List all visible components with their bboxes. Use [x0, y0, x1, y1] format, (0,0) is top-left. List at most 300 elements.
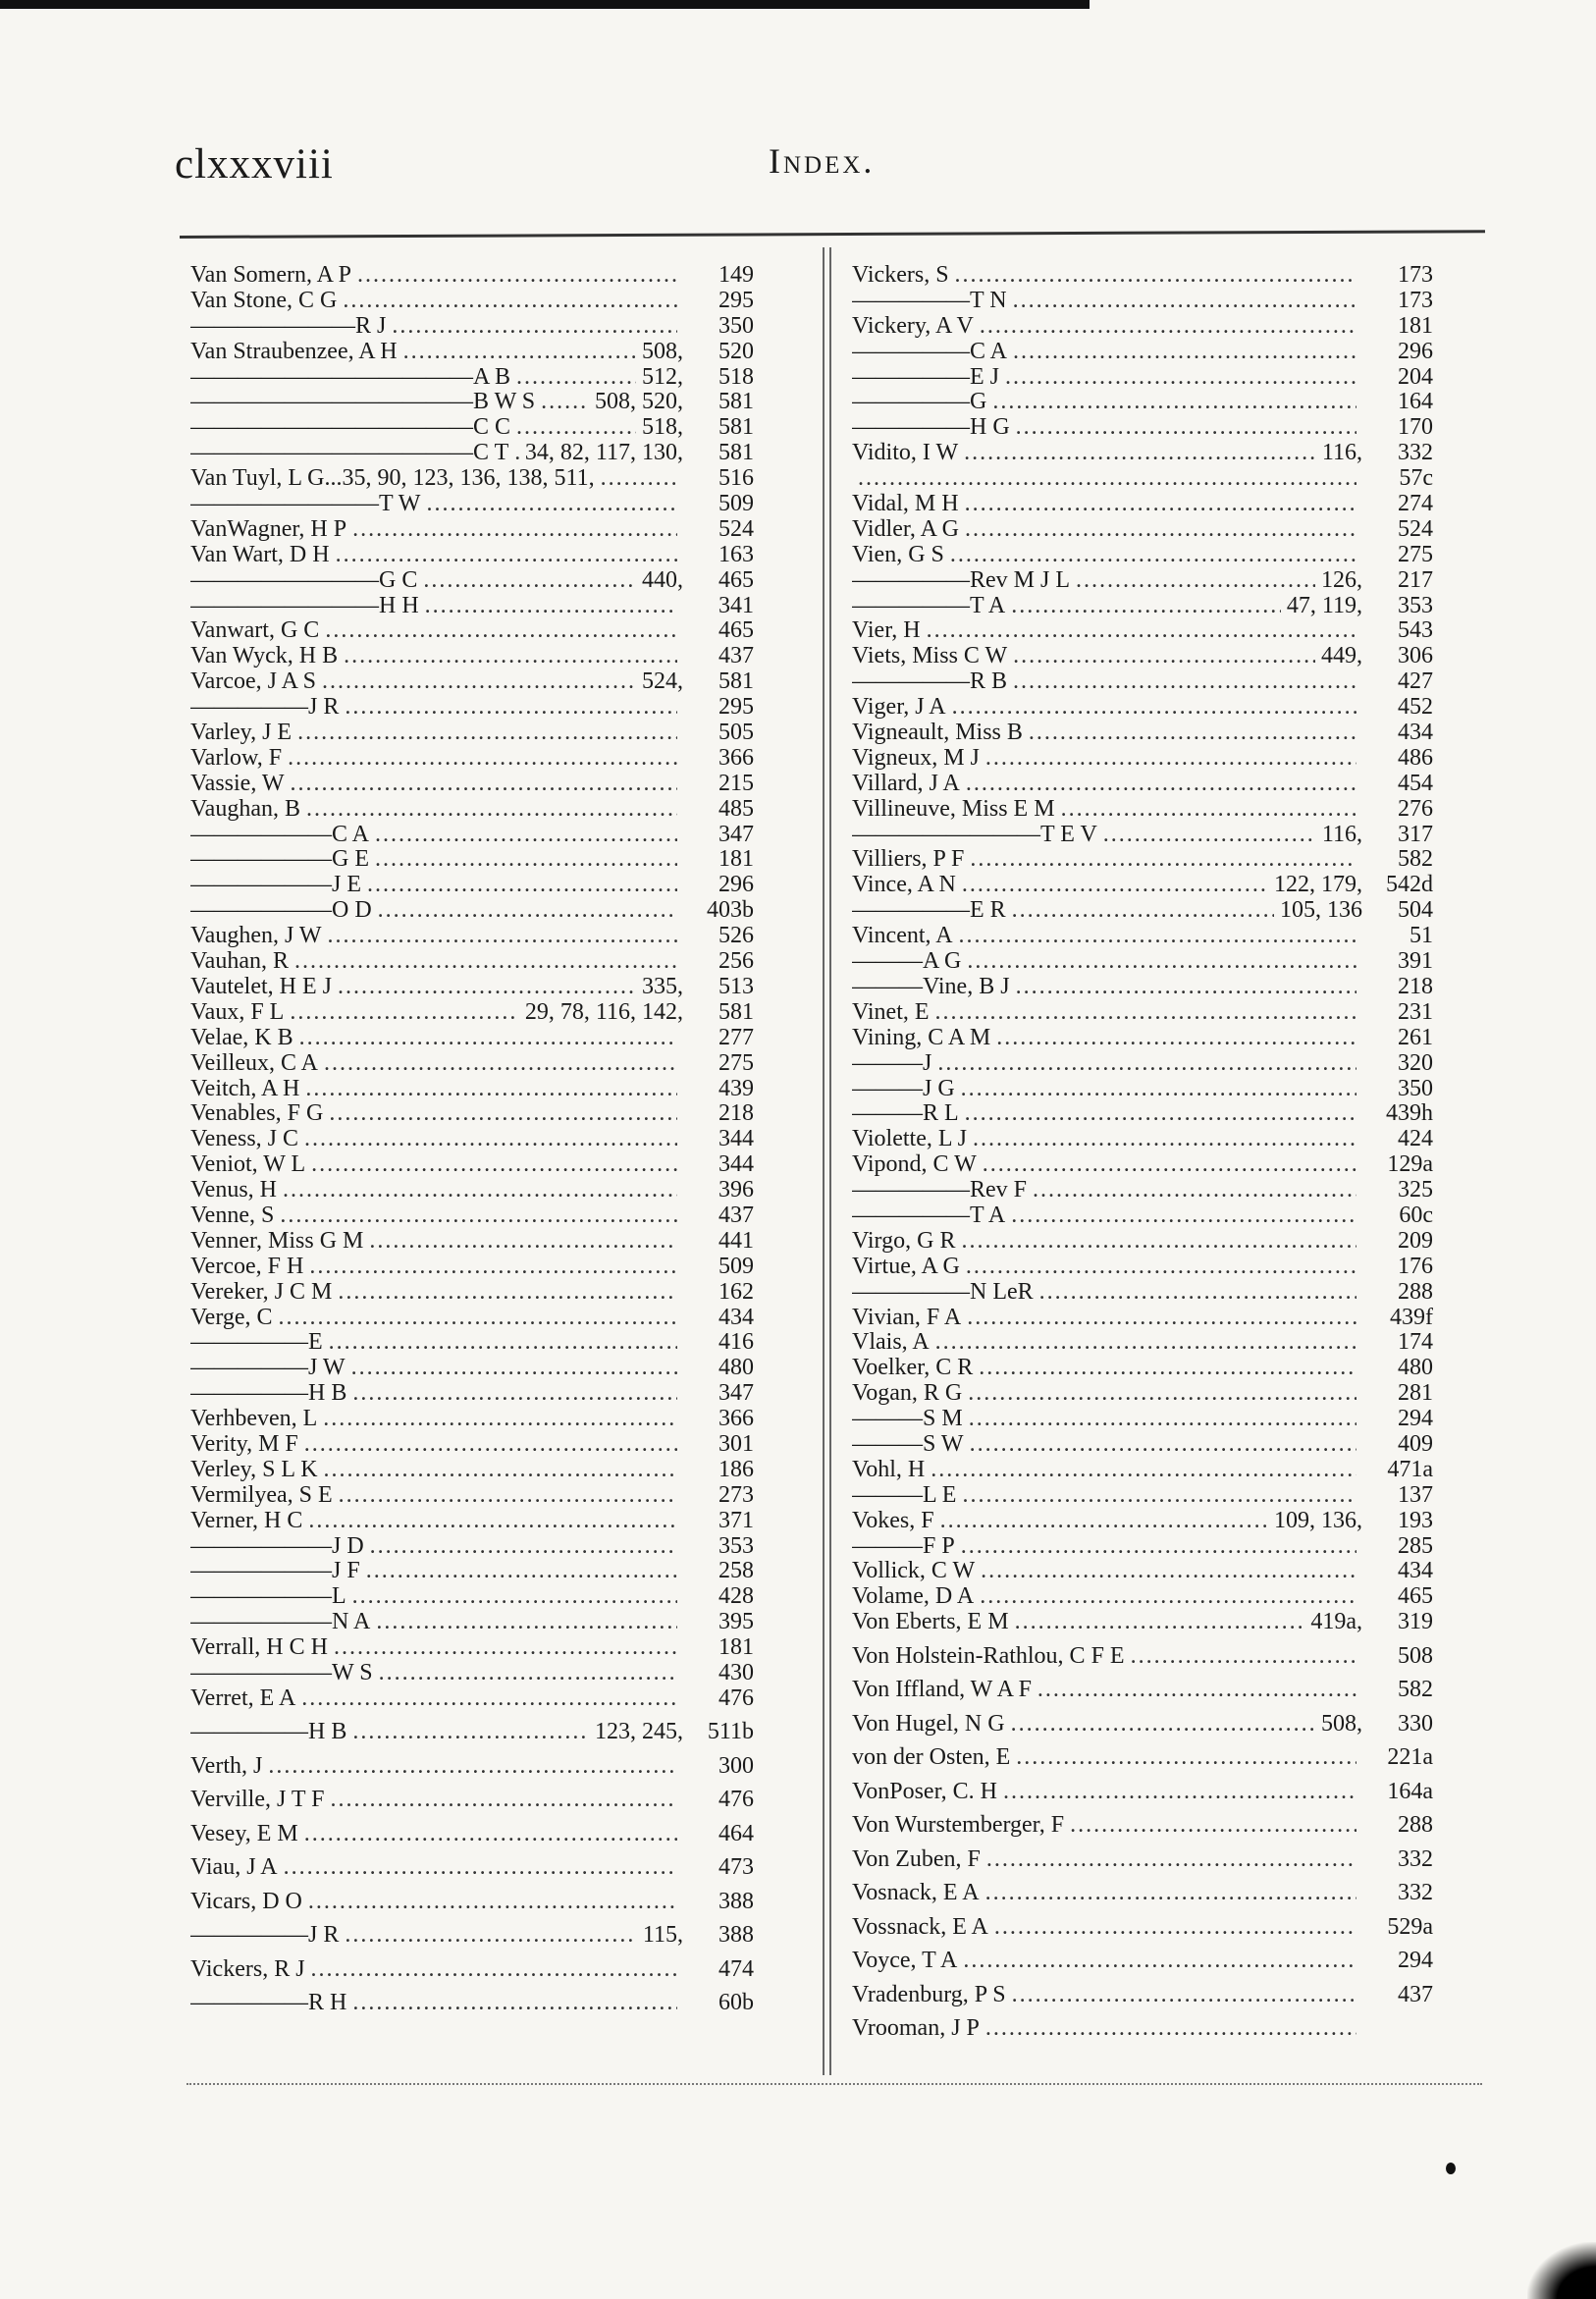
entry-name: Vlais, A — [852, 1330, 930, 1356]
leader-dots — [985, 746, 1357, 771]
index-entry — [852, 797, 1433, 823]
index-entry — [190, 1127, 754, 1152]
index-entry — [190, 1152, 754, 1178]
entry-name: Vaughan, B — [190, 796, 300, 822]
entry-page: 221a — [1387, 1745, 1433, 1771]
entry-page: 424 — [1398, 1127, 1433, 1152]
leader-dots — [403, 340, 636, 364]
entry-name: Venner, Miss G M — [190, 1228, 364, 1254]
index-entry — [190, 415, 754, 441]
page-title: Index. — [769, 141, 876, 181]
entry-page: 294 — [1398, 1949, 1433, 1974]
index-entry — [852, 1559, 1433, 1584]
entry-name: —————T A — [852, 1203, 1006, 1228]
entry-page: 465 — [718, 618, 754, 644]
entry-page: 582 — [1398, 1678, 1433, 1703]
index-entry — [852, 1229, 1433, 1255]
leader-dots — [291, 772, 677, 796]
entry-name: ——————C A — [190, 822, 370, 847]
entry-name: —————H B — [190, 1720, 347, 1745]
entry-page: 204 — [1398, 364, 1433, 390]
entry-page: 409 — [1398, 1431, 1433, 1457]
entry-page: 473 — [718, 1855, 754, 1881]
entry-page: 504 — [1398, 898, 1433, 924]
entry-name: Vickers, S — [852, 263, 949, 288]
entry-name: Villineuve, Miss E M — [852, 796, 1055, 822]
entry-extra-pages: 335, — [642, 974, 683, 999]
leader-dots — [425, 594, 677, 618]
entry-name: ———J G — [852, 1076, 955, 1101]
header-rule — [180, 230, 1485, 239]
entry-page: 388 — [718, 1923, 754, 1949]
entry-page: 437 — [1398, 1982, 1433, 2007]
entry-name: Vanwart, G C — [190, 618, 320, 644]
index-entry — [852, 746, 1433, 772]
index-entry — [852, 1178, 1433, 1203]
entry-page: 486 — [1398, 745, 1433, 771]
entry-page: 520 — [718, 339, 754, 364]
entry-page: 581 — [718, 415, 754, 441]
leader-dots — [280, 1203, 677, 1228]
entry-extra-pages: 508, — [1321, 1711, 1362, 1737]
entry-name: —————E R — [852, 898, 1006, 924]
leader-dots — [514, 441, 519, 465]
entry-page: 306 — [1398, 644, 1433, 669]
entry-name: —————J W — [190, 1356, 346, 1381]
entry-page: 281 — [1398, 1381, 1433, 1407]
leader-dots — [370, 1534, 677, 1559]
leader-dots — [379, 1661, 677, 1685]
index-entry — [190, 1957, 754, 1992]
leader-dots — [426, 492, 677, 516]
entry-page: 434 — [1398, 721, 1433, 746]
leader-dots — [367, 873, 677, 897]
index-entry — [190, 1407, 754, 1432]
entry-page: 170 — [1398, 415, 1433, 441]
index-entry — [852, 543, 1433, 568]
index-entry — [852, 1051, 1433, 1077]
entry-name: —————Rev F — [852, 1178, 1028, 1203]
leader-dots — [336, 543, 677, 567]
index-entry — [852, 669, 1433, 695]
entry-page: 529a — [1387, 1914, 1433, 1940]
entry-name: Vercoe, F H — [190, 1254, 304, 1279]
leader-dots — [369, 1229, 677, 1254]
leader-dots — [299, 1026, 677, 1050]
entry-page: 295 — [718, 288, 754, 313]
entry-page: 480 — [1398, 1356, 1433, 1381]
leader-dots — [935, 1000, 1357, 1025]
index-entry — [852, 314, 1433, 340]
leader-dots — [338, 1280, 677, 1305]
column-divider — [829, 247, 831, 2075]
index-entry — [190, 823, 754, 848]
entry-name: Vien, G S — [852, 542, 944, 567]
entry-page: 391 — [1398, 949, 1433, 975]
entry-page: 395 — [718, 1610, 754, 1635]
entry-name: Vidler, A G — [852, 516, 959, 542]
entry-name: —————J R — [190, 695, 340, 721]
entry-page: 452 — [1398, 695, 1433, 721]
entry-name: Viger, J A — [852, 695, 946, 721]
index-entry — [190, 568, 754, 594]
entry-page: 301 — [718, 1431, 754, 1457]
leader-dots — [375, 823, 677, 847]
leader-dots — [950, 543, 1357, 567]
entry-name: —————E — [190, 1330, 323, 1356]
leader-dots — [965, 492, 1357, 516]
entry-name: ———S M — [852, 1407, 963, 1432]
leader-dots — [967, 949, 1357, 974]
entry-page: 441 — [718, 1228, 754, 1254]
leader-dots — [968, 1381, 1357, 1406]
leader-dots — [601, 466, 677, 491]
entry-name: Van Straubenzee, A H — [190, 339, 398, 364]
index-entry — [190, 618, 754, 644]
entry-page: 347 — [718, 822, 754, 847]
index-entry — [852, 2016, 1433, 2051]
entry-page: 295 — [718, 695, 754, 721]
entry-name: Vinet, E — [852, 999, 930, 1025]
leader-dots — [1033, 1178, 1357, 1203]
entry-page: 581 — [718, 669, 754, 695]
index-entry — [190, 1280, 754, 1306]
entry-name: Viau, J A — [190, 1855, 278, 1881]
entry-name: ———L E — [852, 1482, 957, 1508]
leader-dots — [1015, 1610, 1305, 1634]
index-entry — [190, 644, 754, 669]
index-entry — [190, 1306, 754, 1331]
leader-dots — [965, 1101, 1357, 1126]
leader-dots — [378, 898, 677, 923]
entry-name: Varley, J E — [190, 721, 293, 746]
leader-dots — [1076, 568, 1315, 593]
leader-dots — [304, 1432, 677, 1457]
index-entry — [852, 1381, 1433, 1407]
index-entry — [190, 1229, 754, 1255]
index-entry — [190, 1432, 754, 1458]
index-entry — [852, 1152, 1433, 1178]
leader-dots — [304, 1822, 677, 1846]
entry-name: —————R H — [190, 1991, 347, 2016]
entry-page: 439f — [1390, 1305, 1433, 1330]
leader-dots — [423, 568, 636, 593]
entry-name: Volame, D A — [852, 1584, 975, 1610]
leader-dots — [964, 441, 1316, 465]
leader-dots — [308, 1890, 677, 1914]
index-entry — [852, 1458, 1433, 1483]
entry-name: Voyce, T A — [852, 1949, 958, 1974]
index-entry — [190, 1534, 754, 1560]
entry-page: 366 — [718, 1407, 754, 1432]
entry-page: 353 — [718, 1533, 754, 1559]
leader-dots — [328, 924, 677, 948]
index-entry — [190, 1458, 754, 1483]
entry-name: Van Wyck, H B — [190, 644, 339, 669]
entry-name: —————N LeR — [852, 1279, 1034, 1305]
entry-page: 296 — [718, 873, 754, 898]
entry-extra-pages: 105, 136 — [1280, 898, 1362, 924]
index-entry — [190, 340, 754, 365]
entry-name: Virtue, A G — [852, 1254, 960, 1279]
leader-dots — [351, 1356, 677, 1380]
index-entry — [852, 1255, 1433, 1280]
leader-dots — [994, 1915, 1357, 1940]
entry-page: 416 — [718, 1330, 754, 1356]
entry-page: 396 — [718, 1178, 754, 1203]
entry-name: ——————N A — [190, 1610, 371, 1635]
entry-name: Vokes, F — [852, 1508, 934, 1533]
leader-dots — [983, 1152, 1357, 1177]
leader-dots — [279, 1306, 677, 1330]
index-entry — [190, 1101, 754, 1127]
entry-page: 164a — [1387, 1779, 1433, 1804]
index-entry — [190, 1330, 754, 1356]
entry-page: 300 — [718, 1753, 754, 1779]
leader-dots — [940, 1509, 1268, 1533]
index-entry — [190, 949, 754, 975]
entry-name: Von Hugel, N G — [852, 1711, 1005, 1737]
entry-page: 174 — [1398, 1330, 1433, 1356]
index-entry — [852, 1745, 1433, 1780]
leader-dots — [1011, 1712, 1315, 1737]
entry-name: Villard, J A — [852, 771, 960, 796]
index-entry — [190, 847, 754, 873]
leader-dots — [1103, 823, 1316, 847]
index-entry — [852, 1026, 1433, 1051]
entry-page: 256 — [718, 949, 754, 975]
entry-name: Velae, K B — [190, 1025, 293, 1050]
entry-page: 524 — [1398, 516, 1433, 542]
entry-name: Venne, S — [190, 1203, 275, 1228]
index-entry — [852, 823, 1433, 848]
entry-name: ———S W — [852, 1431, 964, 1457]
leader-dots — [541, 390, 589, 414]
index-entry — [190, 1584, 754, 1610]
index-entry — [852, 390, 1433, 415]
index-entry — [190, 543, 754, 568]
entry-page: 439 — [718, 1076, 754, 1101]
entry-extra-pages: 126, — [1321, 567, 1362, 593]
entry-page: 344 — [718, 1127, 754, 1152]
entry-name: Vaughen, J W — [190, 924, 322, 949]
index-entry — [190, 1720, 754, 1754]
index-entry — [852, 1509, 1433, 1534]
entry-page: 258 — [718, 1559, 754, 1584]
entry-extra-pages: 449, — [1321, 644, 1362, 669]
entry-name: Veitch, A H — [190, 1076, 300, 1101]
entry-page: 173 — [1398, 263, 1433, 288]
index-column-left — [190, 263, 754, 2025]
leader-dots — [1011, 594, 1281, 618]
entry-name: Vidito, I W — [852, 441, 959, 466]
entry-page: 129a — [1387, 1152, 1433, 1178]
index-entry — [852, 1847, 1433, 1882]
entry-page: 218 — [1398, 974, 1433, 999]
entry-name: Vidal, M H — [852, 492, 959, 517]
leader-dots — [352, 1720, 589, 1744]
leader-dots — [1013, 340, 1357, 364]
leader-dots — [288, 746, 677, 771]
entry-page: 186 — [718, 1457, 754, 1482]
leader-dots — [366, 1559, 677, 1583]
leader-dots — [1016, 415, 1357, 440]
leader-dots — [1029, 721, 1357, 745]
entry-name: Verret, E A — [190, 1685, 296, 1711]
index-entry — [852, 1000, 1433, 1026]
entry-name: ————————H H — [190, 593, 419, 618]
entry-name: Vrooman, J P — [852, 2016, 980, 2042]
entry-page: 332 — [1398, 1881, 1433, 1906]
entry-page: 181 — [718, 847, 754, 873]
index-entry — [190, 1923, 754, 1957]
leader-dots — [339, 1483, 677, 1508]
index-entry — [190, 1509, 754, 1534]
entry-name: Verrall, H C H — [190, 1635, 328, 1661]
entry-name: —————Rev M J L — [852, 567, 1070, 593]
entry-name: Verge, C — [190, 1305, 273, 1330]
entry-page: 434 — [1398, 1559, 1433, 1584]
entry-name: Van Somern, A P — [190, 263, 352, 288]
entry-name: VanWagner, H P — [190, 516, 347, 542]
leader-dots — [979, 1356, 1357, 1380]
entry-page: 474 — [718, 1956, 754, 1982]
entry-page: 366 — [718, 745, 754, 771]
entry-name: Vickery, A V — [852, 313, 974, 339]
entry-page: 277 — [718, 1025, 754, 1050]
index-entry — [852, 594, 1433, 619]
entry-extra-pages: 419a, — [1310, 1610, 1362, 1635]
leader-dots — [985, 2016, 1357, 2041]
entry-page: 288 — [1398, 1279, 1433, 1305]
entry-name: ————————————C C — [190, 415, 511, 441]
entry-page: 471a — [1387, 1457, 1433, 1482]
entry-name: Varcoe, J A S — [190, 669, 316, 695]
entry-name: Vesey, E M — [190, 1821, 298, 1846]
leader-dots — [962, 1483, 1357, 1508]
entry-name: ————————————C T — [190, 441, 509, 466]
leader-dots — [992, 390, 1357, 414]
index-entry — [852, 1534, 1433, 1560]
leader-dots — [986, 1847, 1357, 1872]
entry-page: 581 — [718, 441, 754, 466]
index-entry — [852, 1780, 1433, 1814]
entry-page: 350 — [1398, 1076, 1433, 1101]
entry-page: 181 — [1398, 313, 1433, 339]
entry-extra-pages: 524, — [642, 669, 683, 695]
index-entry — [852, 1983, 1433, 2017]
entry-page: 288 — [1398, 1813, 1433, 1839]
leader-dots — [309, 1255, 677, 1279]
index-entry — [852, 1678, 1433, 1712]
entry-page: 526 — [718, 924, 754, 949]
index-entry — [852, 949, 1433, 975]
entry-page: 347 — [718, 1381, 754, 1407]
index-entry — [852, 1881, 1433, 1915]
entry-name: Vivian, F A — [852, 1305, 962, 1330]
entry-page: 137 — [1398, 1482, 1433, 1508]
leader-dots — [961, 1534, 1357, 1559]
entry-page: 57c — [1399, 466, 1433, 492]
index-entry — [190, 390, 754, 415]
entry-page: 516 — [718, 466, 754, 492]
entry-page: 344 — [718, 1152, 754, 1178]
entry-name: Verner, H C — [190, 1508, 303, 1533]
entry-name: Vauhan, R — [190, 949, 289, 975]
leader-dots — [392, 314, 677, 339]
index-entry — [190, 263, 754, 289]
index-entry — [852, 618, 1433, 644]
leader-dots — [357, 263, 677, 288]
index-entry — [190, 772, 754, 797]
leader-dots — [966, 772, 1357, 796]
entry-page: 325 — [1398, 1178, 1433, 1203]
entry-page: 428 — [718, 1584, 754, 1610]
entry-page: 371 — [718, 1508, 754, 1533]
entry-name: Vipond, C W — [852, 1152, 977, 1178]
index-entry — [190, 721, 754, 746]
entry-page: 350 — [718, 313, 754, 339]
leader-dots — [290, 1000, 519, 1025]
leader-dots — [1013, 289, 1357, 313]
leader-dots — [1070, 1813, 1357, 1838]
entry-name: Van Tuyl, L G...35, 90, 123, 136, 138, 511, — [190, 466, 595, 492]
entry-page: 332 — [1398, 441, 1433, 466]
index-entry — [190, 1635, 754, 1661]
entry-name: Verville, J T F — [190, 1788, 325, 1813]
entry-page: 332 — [1398, 1846, 1433, 1872]
entry-page: 437 — [718, 1203, 754, 1228]
ink-blot — [1446, 2163, 1456, 2174]
entry-name: —————G — [852, 390, 987, 415]
index-entry — [852, 1356, 1433, 1381]
entry-name: —————C A — [852, 339, 1008, 364]
entry-page: 464 — [718, 1821, 754, 1846]
index-entry — [852, 873, 1433, 898]
entry-page: 51 — [1410, 924, 1433, 949]
entry-page: 285 — [1398, 1533, 1433, 1559]
entry-name: ———Vine, B J — [852, 974, 1010, 999]
entry-page: 480 — [718, 1356, 754, 1381]
entry-name: Von Zuben, F — [852, 1846, 981, 1872]
leader-dots — [306, 797, 677, 822]
index-entry — [852, 898, 1433, 924]
entry-page: 176 — [1398, 1254, 1433, 1279]
entry-name: Viets, Miss C W — [852, 644, 1008, 669]
index-entry — [190, 1610, 754, 1635]
entry-page: 505 — [718, 721, 754, 746]
index-entry — [190, 1178, 754, 1203]
leader-dots — [334, 1635, 677, 1660]
leader-dots — [981, 1559, 1357, 1583]
entry-page: 513 — [718, 974, 754, 999]
index-entry — [852, 644, 1433, 669]
index-entry — [852, 1203, 1433, 1229]
index-entry — [852, 772, 1433, 797]
index-entry — [190, 1890, 754, 1924]
entry-name: Vier, H — [852, 618, 921, 644]
entry-page: 581 — [718, 390, 754, 415]
leader-dots — [268, 1754, 677, 1779]
index-entry — [190, 1559, 754, 1584]
entry-name: ————————————B W S — [190, 390, 536, 415]
entry-page: 162 — [718, 1279, 754, 1305]
entry-page: 163 — [718, 542, 754, 567]
entry-name: ——————W S — [190, 1660, 373, 1685]
entry-page: 330 — [1398, 1711, 1433, 1737]
entry-page: 294 — [1398, 1407, 1433, 1432]
entry-name: ——————O D — [190, 898, 372, 924]
